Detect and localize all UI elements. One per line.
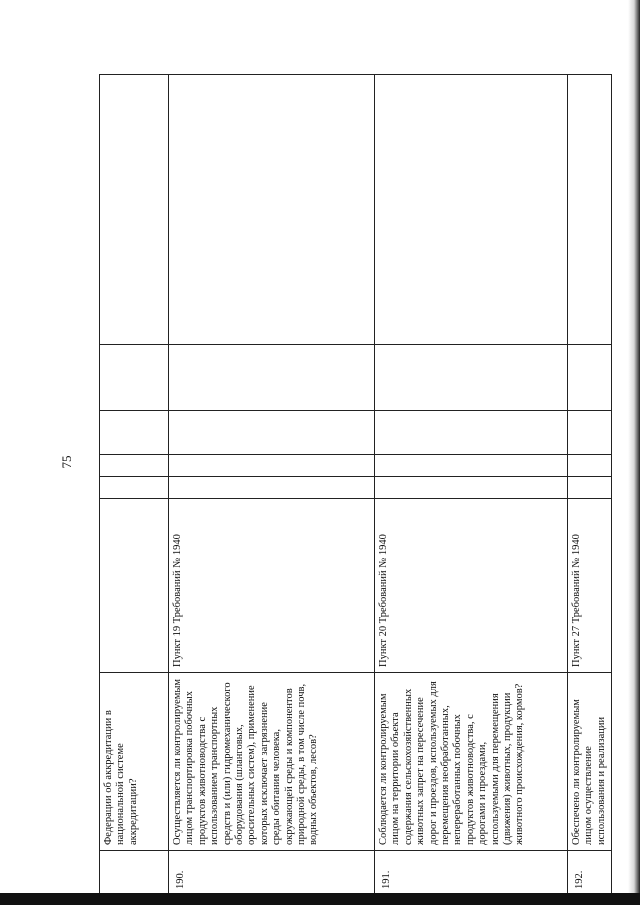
- reference-cell: Пункт 20 Требований № 1940: [375, 499, 568, 673]
- reference-cell: Пункт 27 Требований № 1940: [568, 499, 612, 673]
- notes-cell: [169, 75, 375, 345]
- remark-cell: [169, 345, 375, 411]
- answer-yes-cell: [100, 477, 169, 499]
- table-row: [100, 75, 169, 895]
- number-cell: 192.: [568, 851, 612, 895]
- answer-no-cell: [100, 455, 169, 477]
- reference-cell: [100, 499, 169, 673]
- number-cell: 191.: [375, 851, 568, 895]
- number-cell: 190.: [169, 851, 375, 895]
- requirements-table: [99, 74, 612, 895]
- scan-edge-bottom: [0, 893, 640, 905]
- table-row: [375, 75, 568, 895]
- remark-cell: [375, 345, 568, 411]
- answer-no-cell: [375, 455, 568, 477]
- answer-na-cell: [100, 411, 169, 455]
- notes-cell: [100, 75, 169, 345]
- page-number: 75: [59, 455, 74, 469]
- rotated-table-wrapper: [99, 75, 607, 895]
- answer-na-cell: [568, 411, 612, 455]
- answer-na-cell: [375, 411, 568, 455]
- answer-yes-cell: [375, 477, 568, 499]
- answer-yes-cell: [568, 477, 612, 499]
- notes-cell: [568, 75, 612, 345]
- answer-no-cell: [169, 455, 375, 477]
- question-cell: Федерации об аккредитации в национальной системе аккредитации?: [100, 673, 169, 851]
- answer-na-cell: [169, 411, 375, 455]
- notes-cell: [375, 75, 568, 345]
- scan-edge-right: [628, 0, 640, 905]
- rotated-table-frame: [99, 75, 607, 895]
- question-cell: Соблюдается ли контролируемым лицом на территории объекта содержания сельскохозяйственных животных запрет на пересечение дорог и проездов, используемых для перемещения необработанных, непереработанных побочных продуктов животноводства, с дорогами и проездами, используемыми для перемещения (движения) животных, продукции животного происхождения, кормов?: [375, 673, 568, 851]
- table-row: [568, 75, 612, 895]
- question-cell: Осуществляется ли контролируемым лицом транспортировка побочных продуктов животноводства с использованием транспортных средств и (или) гидромеханического оборудования (шланговых, оросительных систем), применение которых исключает загрязнение среды обитания человека, окружающей среды и компонентов природной среды, в том числе почв, водных объектов, лесов?: [169, 673, 375, 851]
- reference-cell: Пункт 19 Требований № 1940: [169, 499, 375, 673]
- answer-no-cell: [568, 455, 612, 477]
- number-cell: [100, 851, 169, 895]
- answer-yes-cell: [169, 477, 375, 499]
- remark-cell: [568, 345, 612, 411]
- table-row: [169, 75, 375, 895]
- remark-cell: [100, 345, 169, 411]
- question-cell: Обеспечено ли контролируемым лицом осуществление использования и реализации: [568, 673, 612, 851]
